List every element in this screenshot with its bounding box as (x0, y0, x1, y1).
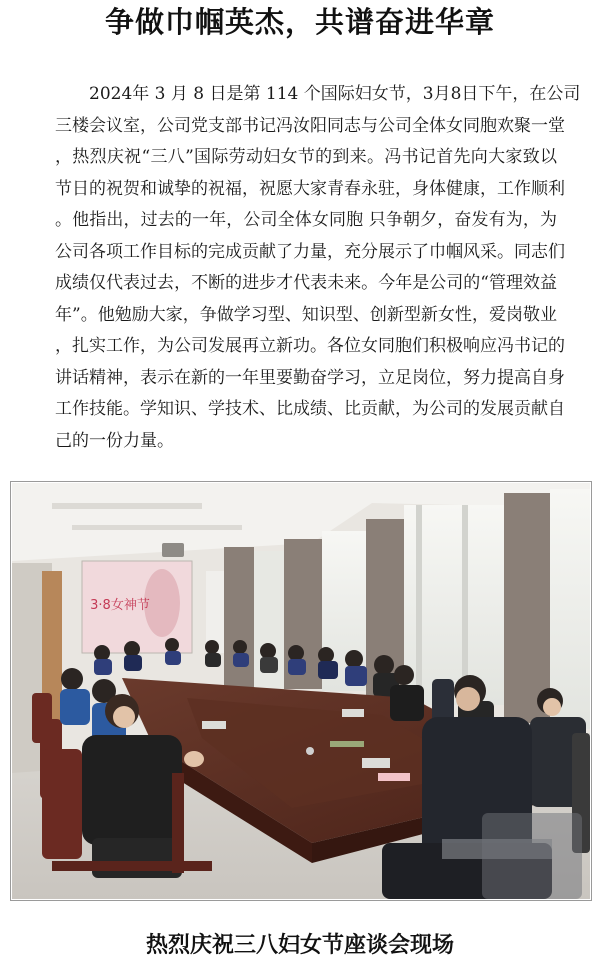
article-title: 争做巾帼英杰，共谱奋进华章 (104, 5, 495, 39)
screen-text: 3·8女神节 (90, 598, 150, 613)
paragraph-line: 节日的祝贺和诚挚的祝福，祝愿大家青春永驻，身体健康，工作顺利 (55, 178, 565, 199)
meeting-photo (12, 483, 590, 899)
paragraph-line: 成绩仅代表过去，不断的进步才代表未来。今年是公司的“管理效益 (55, 273, 557, 293)
meeting-room-illustration (12, 483, 590, 899)
article-body (55, 79, 581, 457)
tray (330, 741, 364, 747)
tray (342, 709, 364, 717)
chair (482, 813, 582, 899)
tray (202, 721, 226, 729)
meeting-photo-frame (10, 481, 592, 901)
paragraph-line: 公司各项工作目标的完成贡献了力量，充分展示了巾帼风采。同志们 (55, 241, 565, 262)
paragraph-line: 三楼会议室，公司党支部书记冯汝阳同志与公司全体女同胞欢聚一堂 (55, 115, 565, 136)
person-jacket (82, 735, 182, 845)
tray (362, 758, 390, 768)
paragraph-line: 工作技能。学知识、学技术、比成绩、比贡献，为公司的发展贡献自 (55, 399, 565, 419)
paragraph-line: 讲话精神，表示在新的一年里要勤奋学习，立足岗位，努力提高自身 (55, 367, 565, 388)
paragraph-line: 。他指出，过去的一年，公司全体女同胞 只争朝夕，奋发有为，为 (55, 210, 557, 230)
paper (378, 773, 410, 781)
paragraph-line: 年”。他勉励大家，争做学习型、知识型、创新型新女性，爱岗敬业 (55, 304, 557, 325)
paragraph-line: ，热烈庆祝“三八”国际劳动妇女节的到来。冯书记首先向大家致以 (55, 147, 557, 167)
photo-caption: 热烈庆祝三八妇女节座谈会现场 (145, 933, 454, 958)
paragraph-line: 2024年 3 月 8 日是第 114 个国际妇女节，3月8日下午，在公司 (89, 84, 581, 104)
projector-icon (162, 543, 184, 557)
paragraph-line: 己的一份力量。 (55, 430, 174, 451)
paragraph-line: ，扎实工作，为公司发展再立新功。各位女同胞们积极响应冯书记的 (55, 336, 565, 356)
